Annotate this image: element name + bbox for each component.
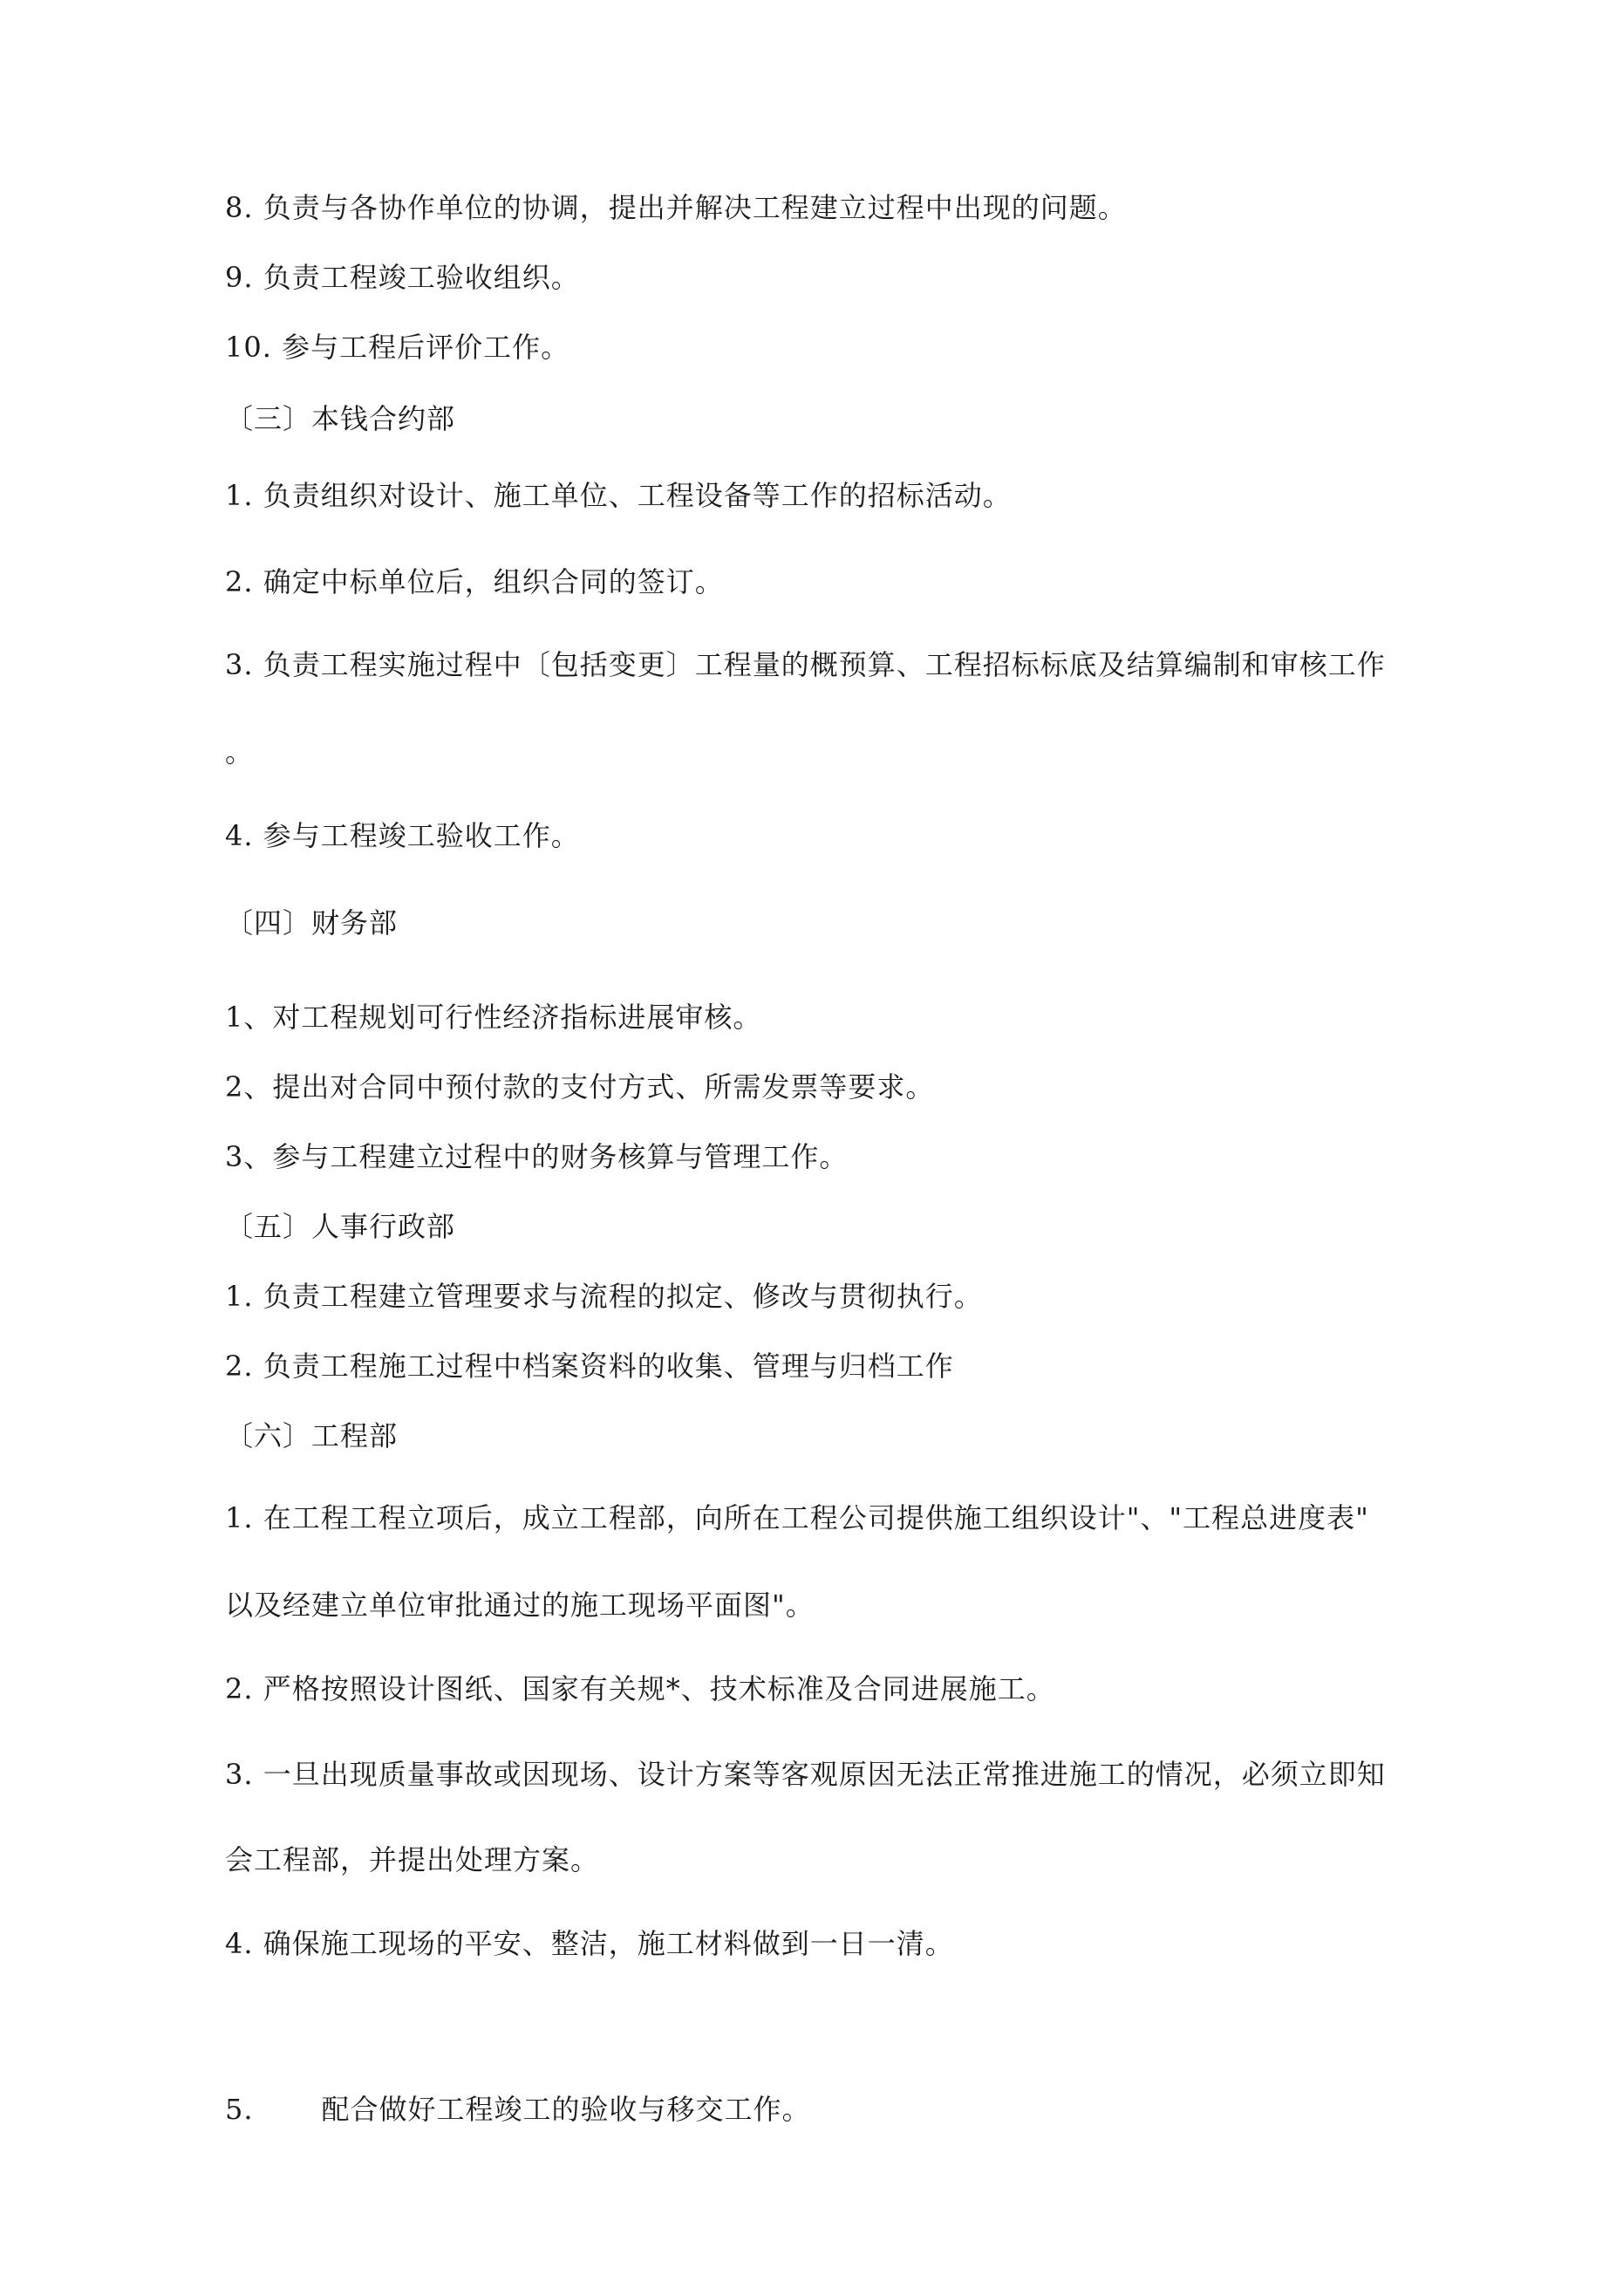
text-line-21: 3. 一旦出现质量事故或因现场、设计方案等客观原因无法正常推进施工的情况，必须立即知 [225, 1758, 1386, 1791]
text-line-3: 10. 参与工程后评价工作。 [225, 331, 570, 364]
final-item-number: 5. [225, 2093, 254, 2126]
text-line-11: 1、对工程规划可行性经济指标进展审核。 [225, 1001, 762, 1034]
final-item [225, 2090, 811, 2129]
text-line-7: 3. 负责工程实施过程中〔包括变更〕工程量的概预算、工程招标标底及结算编制和审核工作 [225, 648, 1386, 681]
section-heading-finance: 〔四〕财务部 [225, 906, 399, 940]
final-item-text: 配合做好工程竣工的验收与移交工作。 [321, 2093, 811, 2126]
text-line-22: 会工程部，并提出处理方案。 [225, 1843, 600, 1876]
text-line-13: 3、参与工程建立过程中的财务核算与管理工作。 [225, 1140, 849, 1173]
text-line-16: 2. 负责工程施工过程中档案资料的收集、管理与归档工作 [225, 1350, 954, 1383]
text-line-12: 2、提出对合同中预付款的支付方式、所需发票等要求。 [225, 1070, 935, 1104]
text-line-8: 。 [225, 735, 255, 769]
text-line-9: 4. 参与工程竣工验收工作。 [225, 819, 580, 852]
section-heading-hr-admin: 〔五〕人事行政部 [225, 1210, 456, 1243]
text-line-5: 1. 负责组织对设计、施工单位、工程设备等工作的招标活动。 [225, 479, 1012, 512]
text-line-15: 1. 负责工程建立管理要求与流程的拟定、修改与贯彻执行。 [225, 1280, 983, 1313]
text-line-2: 9. 负责工程竣工验收组织。 [225, 261, 580, 294]
section-heading-engineering: 〔六〕工程部 [225, 1419, 399, 1452]
text-line-19: 以及经建立单位审批通过的施工现场平面图"。 [225, 1589, 815, 1622]
section-heading-cost-contract: 〔三〕本钱合约部 [225, 402, 456, 435]
text-line-20: 2. 严格按照设计图纸、国家有关规*、技术标准及合同进展施工。 [225, 1672, 1055, 1705]
text-line-23: 4. 确保施工现场的平安、整洁，施工材料做到一日一清。 [225, 1927, 954, 1960]
text-line-18: 1. 在工程工程立项后，成立工程部，向所在工程公司提供施工组织设计"、"工程总进度表" [225, 1501, 1369, 1534]
text-line-6: 2. 确定中标单位后，组织合同的签订。 [225, 565, 724, 598]
text-line-1: 8. 负责与各协作单位的协调，提出并解决工程建立过程中出现的问题。 [225, 191, 1127, 224]
